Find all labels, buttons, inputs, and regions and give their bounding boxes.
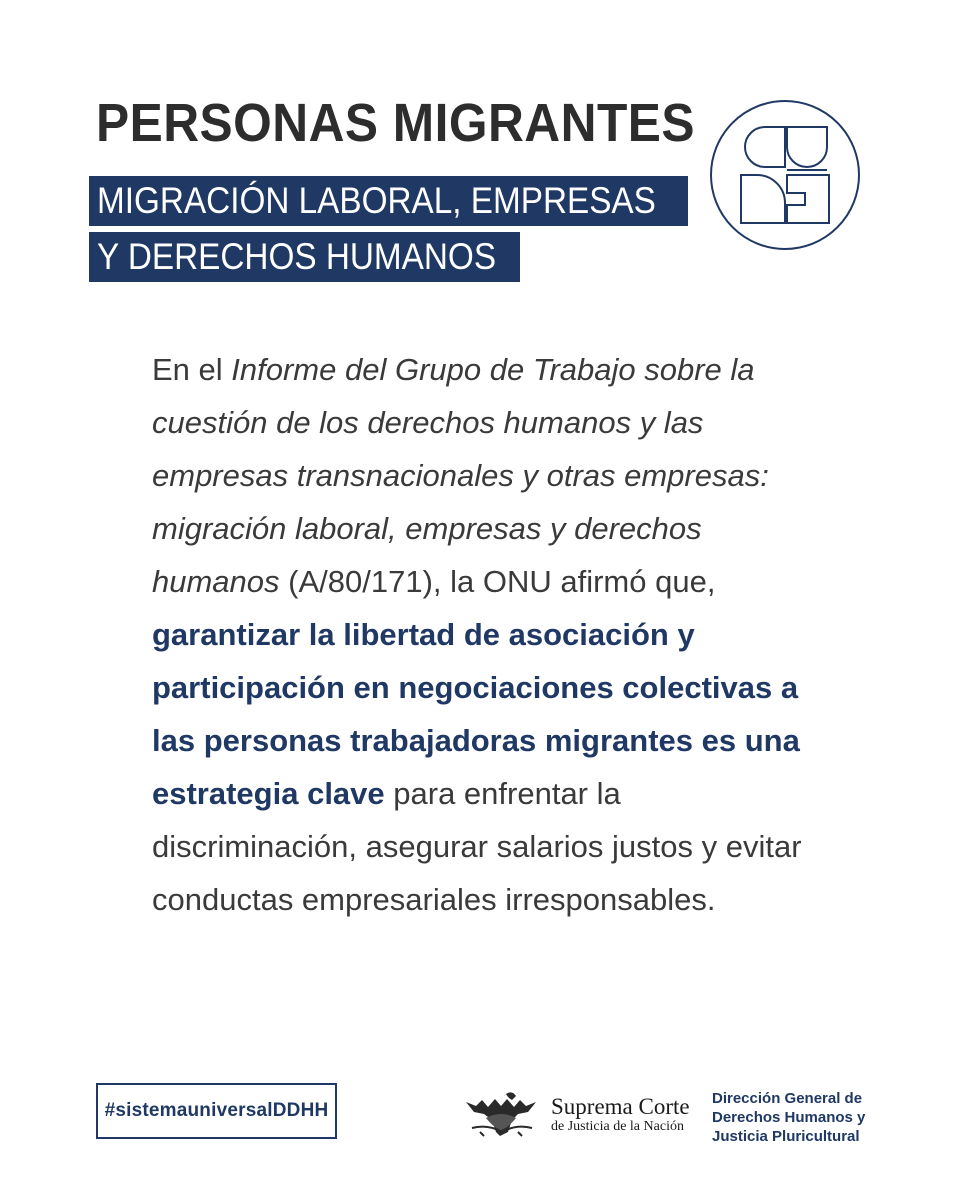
body-conclusion: para enfrentar la discriminación, asegurar salarios justos y evitar conductas empresariales irresponsables.: [152, 776, 802, 917]
eagle-emblem-icon: [462, 1088, 540, 1138]
report-reference: (A/80/171), la ONU afirmó que,: [279, 564, 716, 599]
report-title: Informe del Grupo de Trabajo sobre la cuestión de los derechos humanos y las empresas transnacionales y otras empresas: migración laboral, empresas y derechos humanos: [152, 352, 769, 599]
hashtag-badge: #sistemauniversalDDHH: [96, 1083, 337, 1139]
body-intro: En el: [152, 352, 232, 387]
key-statement: garantizar la libertad de asociación y participación en negociaciones colectivas a las personas trabajadoras migrantes es una estrategia clave: [152, 617, 800, 811]
su-monogram-logo-icon: [709, 99, 861, 251]
subtitle-line-1: MIGRACIÓN LABORAL, EMPRESAS: [89, 176, 688, 226]
institution-name: Suprema Corte: [551, 1094, 690, 1119]
subtitle-line-2: Y DERECHOS HUMANOS: [89, 232, 520, 282]
department-name: Dirección General de Derechos Humanos y Justicia Pluricultural: [712, 1090, 866, 1145]
body-paragraph: [152, 343, 832, 926]
page-title: PERSONAS MIGRANTES: [96, 93, 695, 153]
institution-subtitle: de Justicia de la Nación: [551, 1119, 684, 1134]
